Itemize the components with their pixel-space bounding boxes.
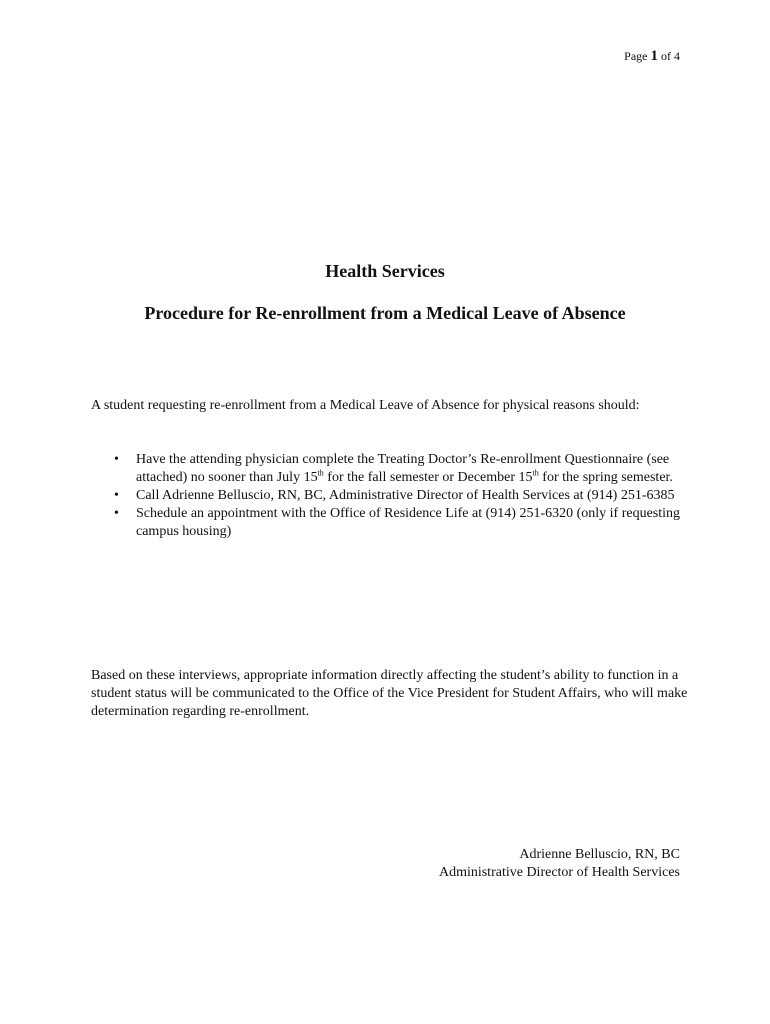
document-title: Health Services: [325, 261, 445, 281]
step-text-part: Have the attending physician complete the Treating Doctor’s Re-enrollment Questionnaire (see attached) no sooner than July 15: [136, 452, 670, 485]
step-text-part: for the spring semester.: [538, 470, 673, 485]
intro-paragraph: A student requesting re-enrollment from a Medical Leave of Absence for physical reasons should:: [91, 398, 640, 413]
signature-block: [439, 846, 680, 882]
page-number-suffix: of 4: [661, 49, 680, 63]
signature-title: Administrative Director of Health Services: [438, 865, 680, 880]
ordinal-suffix: th: [532, 468, 539, 478]
signature-name: Adrienne Belluscio, RN, BC: [519, 847, 680, 862]
bullet-icon: •: [114, 452, 119, 467]
list-item: [91, 487, 681, 505]
page-number-current: 1: [650, 48, 658, 64]
bullet-icon: •: [114, 488, 119, 503]
closing-paragraph: Based on these interviews, appropriate information directly affecting the student’s ability to function in a student status will be communicated to the Office of the Vice President for Student Affairs, who will make determination regarding re-enrollment.: [91, 668, 688, 719]
step-text-part: for the fall semester or December 15: [323, 470, 533, 485]
ordinal-suffix: th: [317, 468, 324, 478]
list-item: [91, 505, 681, 541]
bullet-icon: •: [114, 506, 119, 521]
page-number: [624, 48, 680, 65]
step-text: Schedule an appointment with the Office of Residence Life at (914) 251-6320 (only if requesting campus housing): [136, 506, 681, 539]
step-text: Call Adrienne Belluscio, RN, BC, Administrative Director of Health Services at (914) 251-6385: [136, 488, 675, 503]
page-number-prefix: Page: [624, 49, 648, 63]
list-item: [91, 451, 681, 487]
document-subtitle: Procedure for Re-enrollment from a Medical Leave of Absence: [144, 303, 626, 323]
procedure-steps-list: [91, 451, 681, 541]
